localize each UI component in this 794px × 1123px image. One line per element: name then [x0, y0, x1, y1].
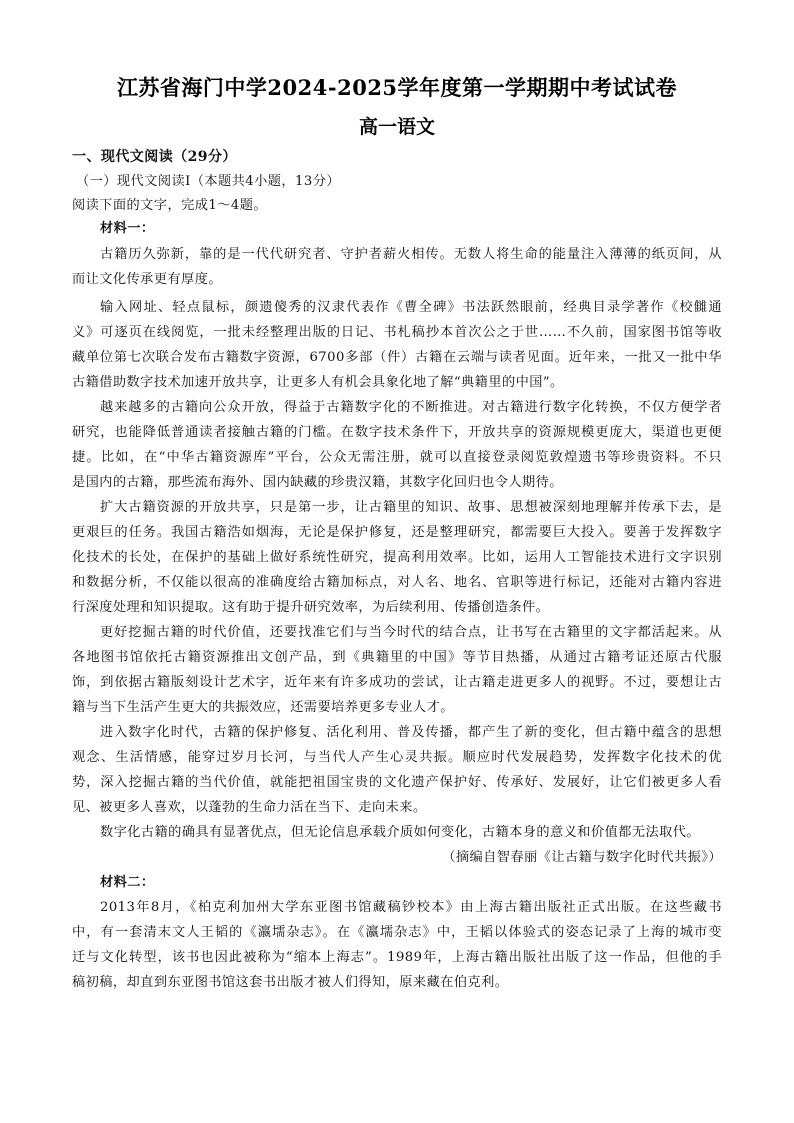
paragraph-line: 扩大古籍资源的开放共享，只是第一步，让古籍里的知识、故事、思想被深刻地理解并传承下去，是: [100, 500, 722, 515]
paragraph-line: 更好挖掘古籍的时代价值，还要找准它们与当今时代的结合点，让书写在古籍里的文字都活起来。从: [100, 625, 722, 640]
paragraph-line: 数字化古籍的确具有显著优点，但无论信息承载介质如何变化，古籍本身的意义和价值都无法取代。: [100, 825, 701, 840]
paragraph-line: 中，有一套清末文人王韬的《瀛壖杂志》。在《瀛壖杂志》中，王韬以体验式的姿态记录了上海的城市变: [72, 925, 722, 940]
material-one-label: 材料一：: [100, 221, 155, 236]
paragraph-line: 化技术的长处，在保护的基础上做好系统性研究，提高利用效率。比如，运用人工智能技术进行文字识别: [72, 550, 722, 565]
paragraph-line: 越来越多的古籍向公众开放，得益于古籍数字化的不断推进。对古籍进行数字化转换，不仅方便学者: [100, 400, 722, 415]
paragraph-line: 迁与文化转型，该书也因此被称为“缩本上海志”。1989年，上海古籍出版社出版了这一作品，但他的手: [72, 950, 722, 965]
paragraph-line: 研究，也能降低普通读者接触古籍的门槛。在数字技术条件下，开放共享的资源规模更庞大，渠道也更便: [72, 425, 722, 440]
paragraph-line: 观念、生活情感，能穿过岁月长河，与当代人产生心灵共振。顺应时代发展趋势，发挥数字化技术的优: [72, 750, 722, 765]
subject-title: 高一语文: [358, 116, 435, 138]
paragraph-line: 和数据分析，不仅能以很高的准确度给古籍加标点，对人名、地名、官职等进行标记，还能对古籍内容进: [72, 575, 722, 590]
paragraph-line: 义》可逐页在线阅览，一批未经整理出版的日记、书札稿抄本首次公之于世……不久前，国家图书馆等收: [72, 325, 722, 340]
section-heading: 一、现代文阅读（29分）: [72, 149, 237, 165]
paragraph-line: 进入数字化时代，古籍的保护修复、活化利用、普及传播，都产生了新的变化，但古籍中蕴含的思想: [100, 725, 722, 740]
paragraph-line: 古籍借助数字技术加速开放共享，让更多人有机会具象化地了解“典籍里的中国”。: [72, 375, 564, 390]
reading-instruction: 阅读下面的文字，完成1～4题。: [72, 198, 267, 213]
paragraph-line: 输入网址、轻点鼠标，颜遗傻秀的汉隶代表作《曹全碑》书法跃然眼前，经典目录学著作《校雠通: [100, 300, 722, 315]
paragraph-line: 稿初稿，却直到东亚图书馆这套书出版才被人们得知，原来藏在伯克利。: [72, 975, 509, 990]
paragraph-line: 行深度处理和知识提取。这有助于提升研究效率，为后续利用、传播创造条件。: [72, 600, 550, 615]
paragraph-line: 古籍历久弥新，靠的是一代代研究者、守护者薪火相传。无数人将生命的能量注入薄薄的纸页间，从: [100, 247, 722, 262]
paragraph-line: 更艰巨的任务。我国古籍浩如烟海，无论是保护修复，还是整理研究，都需要巨大投入。要善于发挥数字: [72, 525, 722, 540]
subsection-heading: （一）现代文阅读Ⅰ（本题共4小题，13分）: [76, 174, 341, 189]
paragraph-line: 而让文化传承更有厚度。: [72, 272, 223, 287]
paragraph-line: 见、被更多人喜欢，以蓬勃的生命力活在当下、走向未来。: [72, 800, 427, 815]
paragraph-line: 是国内的古籍，那些流布海外、国内缺藏的珍贵汉籍，其数字化回归也令人期待。: [72, 475, 563, 490]
paragraph-line: 势，深入挖掘古籍的当代价值，就能把祖国宝贵的文化遗产保护好、传承好、发展好，让它们被更多人看: [72, 775, 722, 790]
material-two-label: 材料二：: [100, 875, 155, 890]
exam-title: 江苏省海门中学2024-2025学年度第一学期期中考试试卷: [116, 75, 678, 100]
paragraph-line: 籍与当下生活产生更大的共振效应，还需要培养更多专业人才。: [72, 700, 454, 715]
material-one-source: （摘编自智春丽《让古籍与数字化时代共振》）: [442, 850, 722, 865]
paragraph-line: 藏单位第七次联合发布古籍数字资源，6700多部（件）古籍在云端与读者见面。近年来，一批又一批中华: [72, 350, 722, 365]
paragraph-line: 2013年8月，《柏克利加州大学东亚图书馆藏稿钞校本》由上海古籍出版社正式出版。在这些藏书: [100, 900, 722, 915]
paragraph-line: 捷。比如，在“中华古籍资源库”平台，公众无需注册，就可以直接登录阅览敦煌遗书等珍贵资料。不只: [72, 450, 722, 465]
paragraph-line: 饰，到依据古籍版刻设计艺术字，近年来有许多成功的尝试，让古籍走进更多人的视野。不过，要想让古: [72, 675, 722, 690]
paragraph-line: 各地图书馆依托古籍资源推出文创产品，到《典籍里的中国》等节目热播，从通过古籍考证还原古代服: [72, 650, 722, 665]
